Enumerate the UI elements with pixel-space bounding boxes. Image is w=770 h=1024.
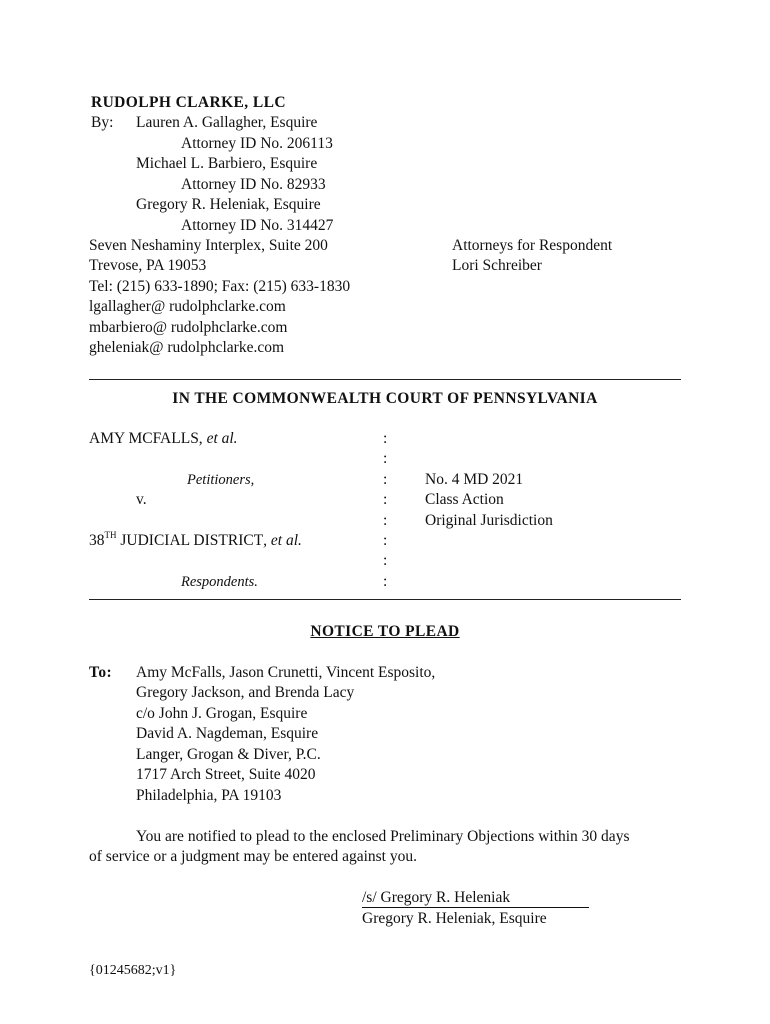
document-id: {01245682;v1}: [89, 963, 177, 978]
divider: [89, 599, 681, 600]
recipient-line: Gregory Jackson, and Brenda Lacy: [136, 684, 355, 701]
caption-colon: :: [383, 531, 388, 549]
attorney-id: Attorney ID No. 206113: [181, 135, 333, 152]
phone-fax-line: Tel: (215) 633-1890; Fax: (215) 633-1830: [89, 278, 351, 295]
divider: [89, 379, 681, 380]
caption-colon: :: [383, 430, 388, 447]
attorney-name: Michael L. Barbiero, Esquire: [136, 155, 318, 172]
recipient-line: Amy McFalls, Jason Crunetti, Vincent Esposito,: [136, 664, 436, 681]
attorney-id: Attorney ID No. 82933: [181, 176, 326, 193]
recipient-line: David A. Nagdeman, Esquire: [136, 725, 319, 742]
caption-colon: :: [383, 572, 388, 590]
signature-line: [362, 888, 589, 908]
attorney-name: Lauren A. Gallagher, Esquire: [136, 114, 318, 131]
notice-heading: NOTICE TO PLEAD: [310, 623, 460, 640]
signer-name: Gregory R. Heleniak, Esquire: [362, 910, 547, 927]
attorney-id: Attorney ID No. 314427: [181, 217, 334, 234]
caption-colon: :: [383, 511, 388, 529]
email-line: gheleniak@ rudolphclarke.com: [89, 339, 285, 356]
representing-line: Lori Schreiber: [452, 257, 542, 274]
petitioners-label: Petitioners,: [187, 472, 255, 488]
court-title: IN THE COMMONWEALTH COURT OF PENNSYLVANIA: [172, 390, 598, 407]
address-line: Seven Neshaminy Interplex, Suite 200: [89, 237, 328, 254]
recipient-line: Philadelphia, PA 19103: [136, 787, 282, 804]
respondents-label: Respondents.: [181, 574, 258, 590]
case-number: No. 4 MD 2021: [425, 471, 524, 488]
firm-name: RUDOLPH CLARKE, LLC: [91, 94, 286, 111]
recipient-line: 1717 Arch Street, Suite 4020: [136, 766, 316, 783]
case-jurisdiction: Original Jurisdiction: [425, 512, 553, 529]
representing-line: Attorneys for Respondent: [452, 237, 613, 254]
caption-colon: :: [383, 552, 388, 570]
case-type: Class Action: [425, 491, 504, 508]
signature-text: /s/ Gregory R. Heleniak: [362, 889, 589, 908]
email-line: mbarbiero@ rudolphclarke.com: [89, 319, 288, 336]
email-line: lgallagher@ rudolphclarke.com: [89, 298, 286, 315]
notice-body-line: You are notified to plead to the enclosed Preliminary Objections within 30 days: [136, 828, 630, 845]
respondent-name: 38TH JUDICIAL DISTRICT, et al.: [89, 529, 302, 549]
notice-body-line: of service or a judgment may be entered against you.: [89, 848, 417, 865]
caption-colon: :: [383, 470, 388, 488]
address-line: Trevose, PA 19053: [89, 257, 207, 274]
petitioner-name: AMY MCFALLS, et al.: [89, 430, 238, 447]
by-label: By:: [91, 114, 114, 131]
caption-colon: :: [383, 491, 388, 509]
caption-colon: :: [383, 450, 388, 468]
attorney-name: Gregory R. Heleniak, Esquire: [136, 196, 321, 213]
recipient-line: Langer, Grogan & Diver, P.C.: [136, 746, 321, 763]
to-label: To:: [89, 664, 113, 681]
recipient-line: c/o John J. Grogan, Esquire: [136, 705, 308, 722]
caption-colon-column: [383, 429, 393, 592]
versus-label: v.: [136, 491, 147, 508]
